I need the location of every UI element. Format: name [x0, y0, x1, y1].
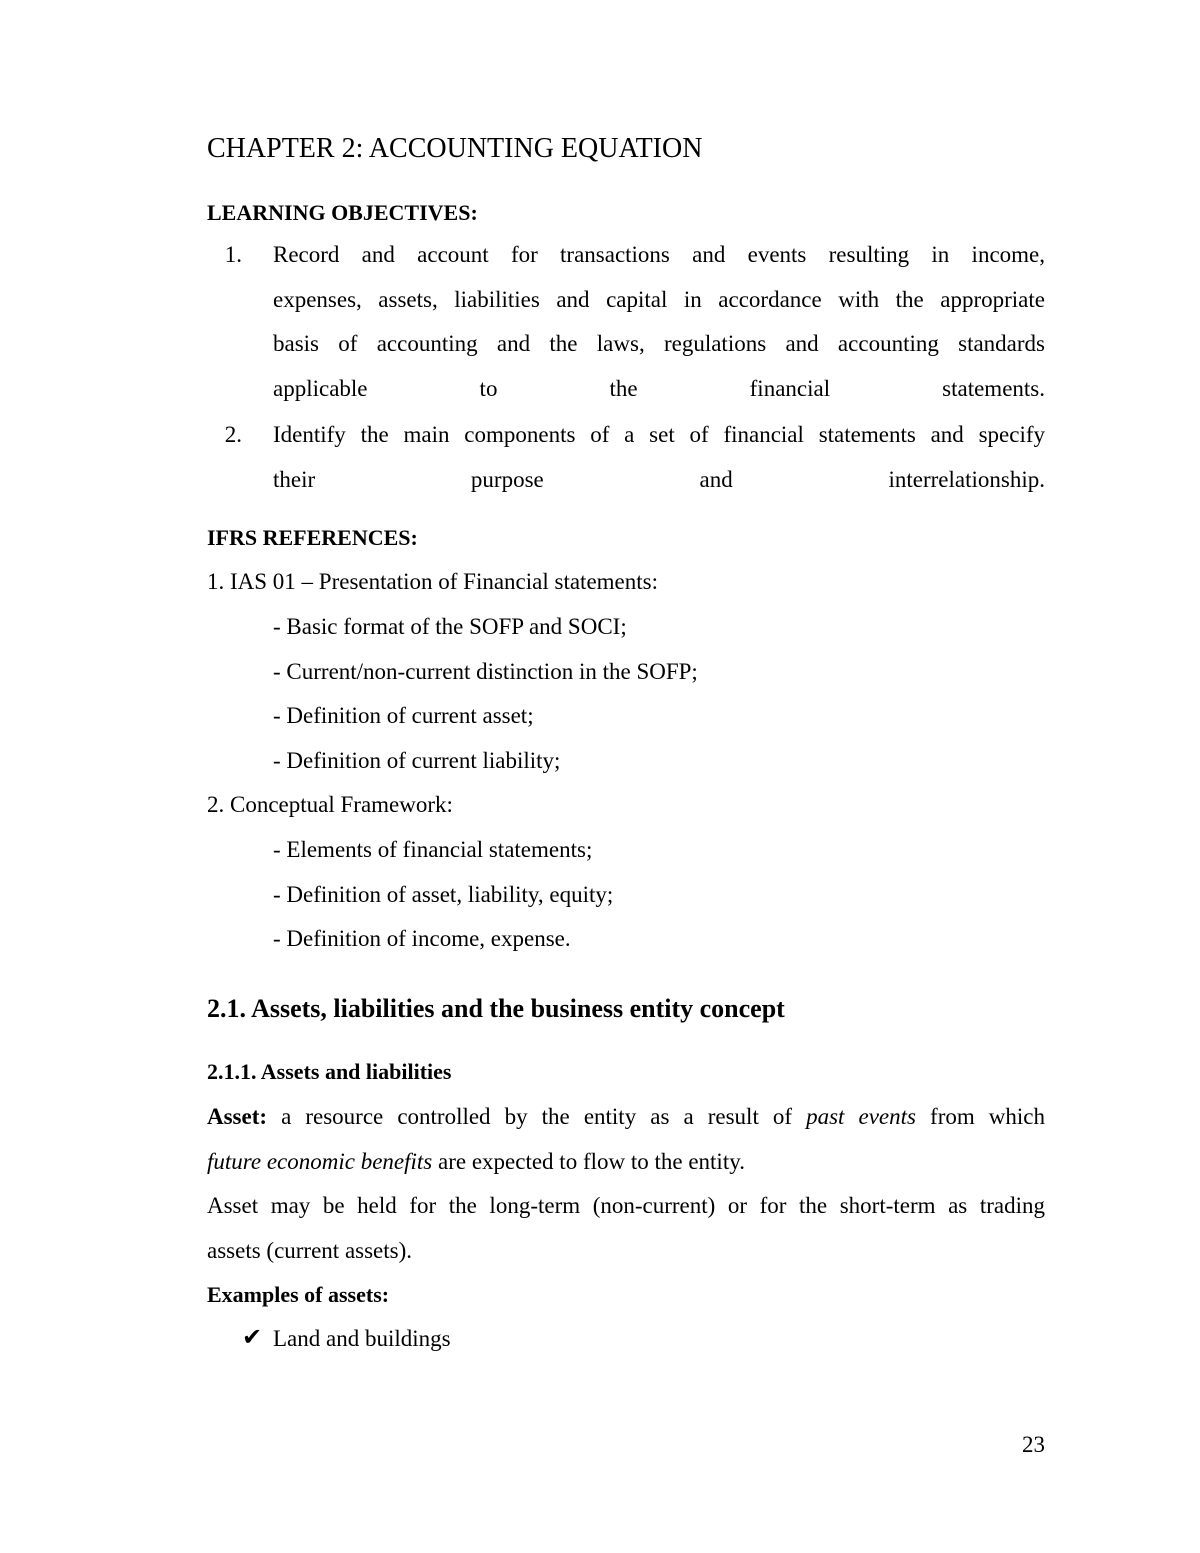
reference-group-title: 1. IAS 01 – Presentation of Financial statements: — [207, 569, 658, 594]
learning-objectives-heading: LEARNING OBJECTIVES: — [207, 200, 478, 225]
asset-holding-paragraph — [207, 1184, 1045, 1273]
subsection-heading: 2.1.1. Assets and liabilities — [207, 1059, 452, 1084]
objective-number: 1. — [224, 242, 242, 267]
reference-item: - Elements of financial statements; — [273, 837, 593, 862]
examples-heading: Examples of assets: — [207, 1282, 390, 1307]
check-icon: ✔ — [242, 1325, 263, 1351]
ifrs-references-heading: IFRS REFERENCES: — [207, 525, 418, 550]
asset-definition — [207, 1095, 1045, 1184]
asset-term: Asset: — [207, 1104, 268, 1129]
emphasis-text: future economic benefits — [207, 1148, 433, 1174]
paragraph-line: Asset may be held for the long-term (non-current) or for the short-term as trading — [207, 1193, 1045, 1218]
objective-line: Identify the main components of a set of financial statements and specify — [273, 422, 1045, 447]
reference-item: - Basic format of the SOFP and SOCI; — [273, 614, 627, 639]
reference-item: - Definition of asset, liability, equity; — [273, 882, 614, 907]
reference-item: - Current/non-current distinction in the SOFP; — [273, 659, 698, 684]
example-item: Land and buildings — [273, 1326, 451, 1351]
objective-line: Record and account for transactions and events resulting in income, — [273, 242, 1045, 267]
reference-item: - Definition of income, expense. — [273, 926, 571, 951]
objective-line: applicable to the financial statements. — [273, 376, 1045, 402]
asset-definition-line — [207, 1140, 1045, 1185]
definition-text: from which — [915, 1104, 1046, 1129]
objective-text — [273, 413, 1045, 502]
section-heading: 2.1. Assets, liabilities and the business entity concept — [207, 994, 785, 1023]
page-number: 23 — [1022, 1432, 1045, 1457]
chapter-title: CHAPTER 2: ACCOUNTING EQUATION — [207, 133, 703, 164]
reference-group-title: 2. Conceptual Framework: — [207, 792, 453, 817]
paragraph-line: assets (current assets). — [207, 1237, 413, 1263]
asset-definition-line — [207, 1095, 1045, 1140]
reference-item: - Definition of current asset; — [273, 703, 534, 728]
emphasis-text: past events — [806, 1104, 916, 1129]
objective-text — [273, 233, 1045, 412]
definition-text: are expected to flow to the entity. — [432, 1148, 745, 1174]
definition-text: a resource controlled by the entity as a result of — [267, 1104, 807, 1129]
objective-line: basis of accounting and the laws, regulations and accounting standards — [273, 331, 1045, 357]
objective-line: expenses, assets, liabilities and capital in accordance with the appropriate — [273, 286, 1045, 312]
objective-line: their purpose and interrelationship. — [273, 466, 1045, 492]
reference-item: - Definition of current liability; — [273, 748, 561, 773]
objective-number: 2. — [224, 422, 242, 447]
